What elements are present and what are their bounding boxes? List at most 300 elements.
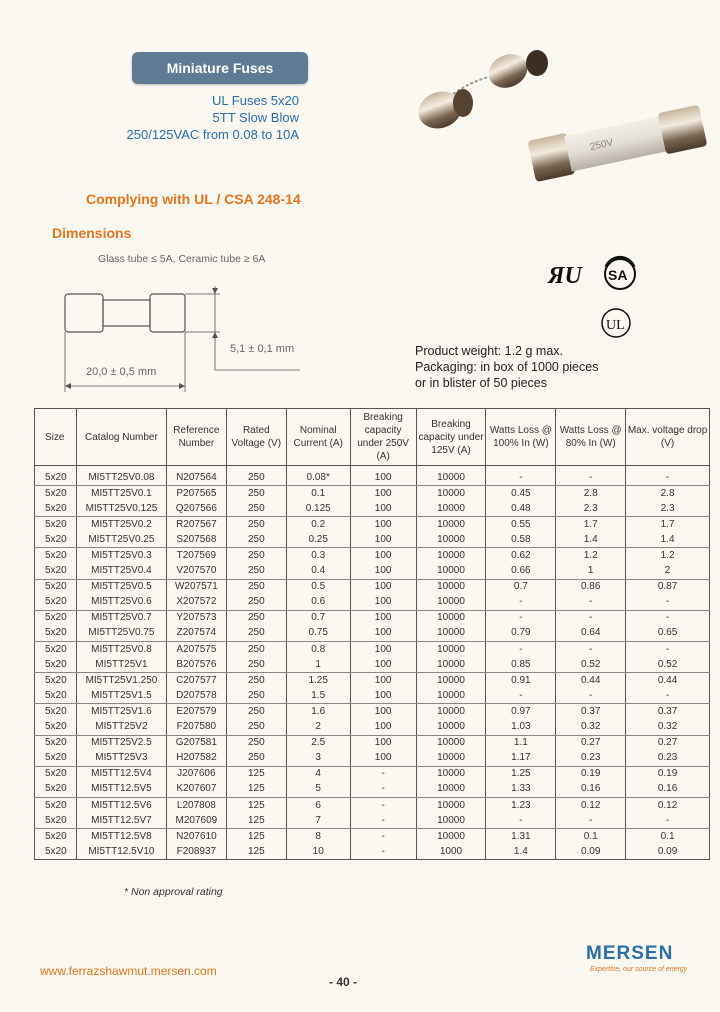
table-cell: 10000 <box>416 517 486 533</box>
table-cell: MI5TT25V1.6 <box>76 704 166 720</box>
table-cell: MI5TT25V3 <box>76 751 166 767</box>
table-cell: 100 <box>350 657 416 673</box>
table-cell: 1.33 <box>486 782 556 798</box>
table-cell: 0.64 <box>556 626 626 642</box>
table-cell: 100 <box>350 564 416 580</box>
table-cell: 10000 <box>416 829 486 845</box>
table-cell: 1.4 <box>626 532 710 548</box>
table-cell: 250 <box>226 688 286 704</box>
table-row <box>35 657 710 673</box>
table-cell: 5x20 <box>35 844 77 860</box>
table-cell: 250 <box>226 657 286 673</box>
table-cell: 100 <box>350 501 416 517</box>
table-cell: - <box>556 610 626 626</box>
table-row <box>35 813 710 829</box>
table-cell: 10000 <box>416 564 486 580</box>
svg-text:ЯU: ЯU <box>548 263 582 289</box>
table-cell: 0.86 <box>556 579 626 595</box>
table-cell: - <box>626 466 710 486</box>
table-cell: 0.09 <box>626 844 710 860</box>
table-cell: - <box>556 688 626 704</box>
table-row <box>35 610 710 626</box>
diameter-dimension-label: 5,1 ± 0,1 mm <box>230 343 295 355</box>
svg-text:SA: SA <box>608 267 628 283</box>
table-cell: 250 <box>226 501 286 517</box>
table-row <box>35 466 710 486</box>
table-cell: 10000 <box>416 813 486 829</box>
table-cell: 5x20 <box>35 704 77 720</box>
table-cell: 5x20 <box>35 548 77 564</box>
table-cell: K207607 <box>166 782 226 798</box>
table-cell: 10000 <box>416 548 486 564</box>
table-cell: 2.3 <box>556 501 626 517</box>
table-cell: 10000 <box>416 610 486 626</box>
table-cell: 100 <box>350 673 416 689</box>
table-cell: 125 <box>226 782 286 798</box>
table-cell: MI5TT25V0.3 <box>76 548 166 564</box>
col-header: Catalog Number <box>76 409 166 466</box>
svg-text:250V: 250V <box>589 137 615 154</box>
dimensions-heading: Dimensions <box>52 225 132 241</box>
table-cell: 3 <box>286 751 350 767</box>
table-cell: 250 <box>226 735 286 751</box>
table-cell: 10000 <box>416 657 486 673</box>
table-cell: 0.25 <box>286 532 350 548</box>
mersen-logo: MERSEN <box>586 943 674 964</box>
table-cell: C207577 <box>166 673 226 689</box>
table-cell: MI5TT25V0.7 <box>76 610 166 626</box>
col-header: Max. voltage drop (V) <box>626 409 710 466</box>
table-cell: 250 <box>226 486 286 502</box>
table-cell: MI5TT25V1 <box>76 657 166 673</box>
table-cell: 0.2 <box>286 517 350 533</box>
table-cell: 1.6 <box>286 704 350 720</box>
table-cell: 5x20 <box>35 517 77 533</box>
table-cell: MI5TT25V0.08 <box>76 466 166 486</box>
table-cell: G207581 <box>166 735 226 751</box>
col-header: Nominal Current (A) <box>286 409 350 466</box>
footer-website-link[interactable]: www.ferrazshawmut.mersen.com <box>40 964 217 978</box>
table-cell: 0.5 <box>286 579 350 595</box>
table-cell: 0.09 <box>556 844 626 860</box>
table-cell: 5x20 <box>35 501 77 517</box>
table-cell: MI5TT25V0.8 <box>76 642 166 658</box>
table-cell: 10000 <box>416 704 486 720</box>
table-cell: 5x20 <box>35 782 77 798</box>
table-cell: 1.23 <box>486 797 556 813</box>
table-cell: 250 <box>226 564 286 580</box>
fuse-product-photo <box>405 35 720 185</box>
table-cell: 100 <box>350 735 416 751</box>
table-cell: 5x20 <box>35 532 77 548</box>
ur-recognized-icon <box>547 263 584 289</box>
col-header: Watts Loss @ 100% In (W) <box>486 409 556 466</box>
table-cell: 5x20 <box>35 564 77 580</box>
table-cell: W207571 <box>166 579 226 595</box>
table-cell: 0.58 <box>486 532 556 548</box>
length-dimension-label: 20,0 ± 0,5 mm <box>86 366 157 378</box>
table-cell: MI5TT25V0.6 <box>76 595 166 611</box>
table-cell: 0.37 <box>556 704 626 720</box>
table-cell: P207565 <box>166 486 226 502</box>
table-cell: 0.8 <box>286 642 350 658</box>
table-cell: 0.1 <box>556 829 626 845</box>
table-cell: 2.8 <box>626 486 710 502</box>
table-row <box>35 548 710 564</box>
table-cell: 10000 <box>416 782 486 798</box>
table-cell: 250 <box>226 466 286 486</box>
table-cell: 0.3 <box>286 548 350 564</box>
table-cell: R207567 <box>166 517 226 533</box>
table-cell: 0.27 <box>626 735 710 751</box>
table-cell: 100 <box>350 579 416 595</box>
table-cell: 250 <box>226 704 286 720</box>
table-cell: 1.4 <box>556 532 626 548</box>
table-cell: 1.7 <box>626 517 710 533</box>
table-cell: 1.25 <box>486 766 556 782</box>
table-cell: 0.65 <box>626 626 710 642</box>
table-cell: 10000 <box>416 626 486 642</box>
table-cell: - <box>626 688 710 704</box>
table-cell: 5x20 <box>35 751 77 767</box>
col-header: Breaking capacity under 250V (A) <box>350 409 416 466</box>
subtitle-line-3: 250/125VAC from 0.08 to 10A <box>126 127 299 142</box>
table-cell: 1.17 <box>486 751 556 767</box>
table-row <box>35 751 710 767</box>
table-cell: 0.19 <box>626 766 710 782</box>
table-cell: MI5TT25V1.5 <box>76 688 166 704</box>
table-cell: 125 <box>226 797 286 813</box>
table-cell: 1.2 <box>626 548 710 564</box>
table-row <box>35 517 710 533</box>
table-cell: 1.4 <box>486 844 556 860</box>
table-cell: 1.1 <box>486 735 556 751</box>
col-header: Reference Number <box>166 409 226 466</box>
table-cell: 0.12 <box>556 797 626 813</box>
table-cell: - <box>486 813 556 829</box>
table-cell: 10000 <box>416 579 486 595</box>
table-cell: 1.5 <box>286 688 350 704</box>
table-cell: 10000 <box>416 673 486 689</box>
table-cell: - <box>556 595 626 611</box>
section-badge: Miniature Fuses <box>132 52 308 84</box>
table-cell: 0.16 <box>556 782 626 798</box>
table-cell: 0.62 <box>486 548 556 564</box>
ul-listed-icon <box>602 309 630 337</box>
table-row <box>35 720 710 736</box>
table-cell: MI5TT25V0.2 <box>76 517 166 533</box>
table-cell: E207579 <box>166 704 226 720</box>
table-cell: S207568 <box>166 532 226 548</box>
table-cell: F207580 <box>166 720 226 736</box>
table-cell: - <box>486 688 556 704</box>
table-cell: 100 <box>350 532 416 548</box>
table-cell: N207610 <box>166 829 226 845</box>
table-cell: 0.44 <box>626 673 710 689</box>
table-row <box>35 704 710 720</box>
fuse-spec-table <box>34 408 710 860</box>
table-cell: 0.66 <box>486 564 556 580</box>
table-cell: 0.16 <box>626 782 710 798</box>
table-cell: 5x20 <box>35 486 77 502</box>
table-row <box>35 579 710 595</box>
table-cell: 0.32 <box>626 720 710 736</box>
table-cell: - <box>350 829 416 845</box>
table-row <box>35 797 710 813</box>
certification-logos <box>540 255 650 345</box>
table-row <box>35 844 710 860</box>
table-cell: 0.97 <box>486 704 556 720</box>
table-cell: 250 <box>226 579 286 595</box>
table-cell: 0.1 <box>286 486 350 502</box>
table-cell: MI5TT25V0.5 <box>76 579 166 595</box>
table-cell: 250 <box>226 548 286 564</box>
table-cell: MI5TT25V2 <box>76 720 166 736</box>
table-cell: 250 <box>226 642 286 658</box>
table-cell: 10000 <box>416 720 486 736</box>
table-cell: MI5TT12.5V7 <box>76 813 166 829</box>
table-cell: - <box>626 813 710 829</box>
table-cell: 5x20 <box>35 673 77 689</box>
table-cell: 0.7 <box>286 610 350 626</box>
table-cell: 1.7 <box>556 517 626 533</box>
table-cell: 0.79 <box>486 626 556 642</box>
table-cell: - <box>350 766 416 782</box>
table-cell: 250 <box>226 595 286 611</box>
table-cell: - <box>626 642 710 658</box>
table-row <box>35 486 710 502</box>
table-cell: 10000 <box>416 797 486 813</box>
table-cell: 10000 <box>416 595 486 611</box>
table-cell: 5x20 <box>35 829 77 845</box>
product-weight: Product weight: 1.2 g max. <box>415 344 563 358</box>
table-cell: 250 <box>226 517 286 533</box>
table-cell: 5x20 <box>35 579 77 595</box>
table-row <box>35 642 710 658</box>
table-cell: 0.44 <box>556 673 626 689</box>
table-cell: 5x20 <box>35 688 77 704</box>
table-cell: 1000 <box>416 844 486 860</box>
table-cell: A207575 <box>166 642 226 658</box>
table-cell: 2.5 <box>286 735 350 751</box>
table-header-row <box>35 409 710 466</box>
table-cell: 125 <box>226 766 286 782</box>
table-cell: 10000 <box>416 642 486 658</box>
table-cell: 0.7 <box>486 579 556 595</box>
table-cell: N207564 <box>166 466 226 486</box>
table-cell: 2.3 <box>626 501 710 517</box>
table-cell: 2 <box>626 564 710 580</box>
table-cell: 0.55 <box>486 517 556 533</box>
table-cell: F208937 <box>166 844 226 860</box>
table-cell: - <box>486 642 556 658</box>
table-cell: 6 <box>286 797 350 813</box>
table-cell: 125 <box>226 829 286 845</box>
table-cell: MI5TT12.5V4 <box>76 766 166 782</box>
table-cell: 250 <box>226 532 286 548</box>
table-cell: 0.75 <box>286 626 350 642</box>
table-row <box>35 735 710 751</box>
table-cell: 100 <box>350 595 416 611</box>
table-cell: 100 <box>350 642 416 658</box>
mersen-tagline: Expertise, our source of energy <box>590 966 688 973</box>
table-cell: 0.37 <box>626 704 710 720</box>
col-header: Size <box>35 409 77 466</box>
table-cell: MI5TT25V2.5 <box>76 735 166 751</box>
table-cell: 10000 <box>416 751 486 767</box>
table-cell: MI5TT25V0.75 <box>76 626 166 642</box>
table-cell: 0.27 <box>556 735 626 751</box>
col-header: Rated Voltage (V) <box>226 409 286 466</box>
table-cell: 0.52 <box>556 657 626 673</box>
table-cell: - <box>556 466 626 486</box>
table-cell: - <box>486 610 556 626</box>
table-cell: B207576 <box>166 657 226 673</box>
table-cell: J207606 <box>166 766 226 782</box>
table-cell: 5x20 <box>35 813 77 829</box>
fuse-caps-with-wire <box>413 48 548 134</box>
table-cell: 125 <box>226 844 286 860</box>
table-cell: 100 <box>350 610 416 626</box>
packaging-box: Packaging: in box of 1000 pieces <box>415 360 599 374</box>
table-cell: 5x20 <box>35 735 77 751</box>
page-number: - 40 - <box>329 975 358 989</box>
table-cell: MI5TT25V0.4 <box>76 564 166 580</box>
table-row <box>35 626 710 642</box>
table-cell: 4 <box>286 766 350 782</box>
table-cell: 0.52 <box>626 657 710 673</box>
table-cell: 10000 <box>416 688 486 704</box>
table-row <box>35 532 710 548</box>
table-cell: 0.87 <box>626 579 710 595</box>
table-row <box>35 688 710 704</box>
table-cell: 10000 <box>416 735 486 751</box>
col-header: Watts Loss @ 80% In (W) <box>556 409 626 466</box>
table-cell: MI5TT25V0.1 <box>76 486 166 502</box>
table-cell: 100 <box>350 626 416 642</box>
table-cell: 0.6 <box>286 595 350 611</box>
table-cell: D207578 <box>166 688 226 704</box>
table-cell: Y207573 <box>166 610 226 626</box>
table-cell: MI5TT12.5V6 <box>76 797 166 813</box>
table-cell: 5x20 <box>35 610 77 626</box>
table-cell: 0.23 <box>556 751 626 767</box>
subtitle-line-1: UL Fuses 5x20 <box>212 93 299 108</box>
table-cell: 0.12 <box>626 797 710 813</box>
table-row <box>35 673 710 689</box>
table-cell: 0.45 <box>486 486 556 502</box>
table-cell: 5x20 <box>35 657 77 673</box>
table-cell: - <box>556 642 626 658</box>
table-cell: 100 <box>350 720 416 736</box>
table-cell: - <box>626 610 710 626</box>
table-cell: 2.8 <box>556 486 626 502</box>
table-cell: MI5TT12.5V8 <box>76 829 166 845</box>
table-cell: 10000 <box>416 532 486 548</box>
table-cell: 0.19 <box>556 766 626 782</box>
packaging-blister: or in blister of 50 pieces <box>415 376 548 390</box>
table-cell: 5x20 <box>35 766 77 782</box>
table-row <box>35 564 710 580</box>
table-cell: X207572 <box>166 595 226 611</box>
table-cell: 100 <box>350 688 416 704</box>
table-cell: 100 <box>350 517 416 533</box>
table-cell: Q207566 <box>166 501 226 517</box>
ceramic-fuse <box>527 105 707 182</box>
table-cell: T207569 <box>166 548 226 564</box>
table-cell: - <box>350 813 416 829</box>
table-cell: 0.23 <box>626 751 710 767</box>
table-cell: 5x20 <box>35 595 77 611</box>
table-cell: L207808 <box>166 797 226 813</box>
table-cell: 0.91 <box>486 673 556 689</box>
table-cell: 100 <box>350 466 416 486</box>
table-cell: 5 <box>286 782 350 798</box>
table-row <box>35 595 710 611</box>
table-cell: V207570 <box>166 564 226 580</box>
table-cell: MI5TT12.5V10 <box>76 844 166 860</box>
table-cell: MI5TT25V1.250 <box>76 673 166 689</box>
col-header: Breaking capacity under 125V (A) <box>416 409 486 466</box>
product-info <box>415 343 598 391</box>
table-cell: 250 <box>226 673 286 689</box>
table-cell: MI5TT25V0.25 <box>76 532 166 548</box>
subtitle-line-2: 5TT Slow Blow <box>212 110 299 125</box>
table-cell: - <box>350 844 416 860</box>
table-cell: 250 <box>226 610 286 626</box>
table-cell: 100 <box>350 751 416 767</box>
table-cell: - <box>626 595 710 611</box>
table-cell: 1.2 <box>556 548 626 564</box>
table-cell: H207582 <box>166 751 226 767</box>
table-cell: 1 <box>286 657 350 673</box>
table-cell: 10000 <box>416 766 486 782</box>
table-cell: - <box>486 595 556 611</box>
svg-text:UL: UL <box>606 318 625 333</box>
table-cell: - <box>350 782 416 798</box>
table-cell: 10000 <box>416 486 486 502</box>
table-cell: M207609 <box>166 813 226 829</box>
tube-material-note: Glass tube ≤ 5A, Ceramic tube ≥ 6A <box>98 253 266 265</box>
table-cell: 250 <box>226 626 286 642</box>
table-cell: 5x20 <box>35 642 77 658</box>
table-cell: 10000 <box>416 501 486 517</box>
table-cell: 7 <box>286 813 350 829</box>
table-cell: - <box>486 466 556 486</box>
table-cell: 0.4 <box>286 564 350 580</box>
table-cell: 5x20 <box>35 797 77 813</box>
table-cell: 1.03 <box>486 720 556 736</box>
table-cell: 100 <box>350 704 416 720</box>
table-cell: 0.08* <box>286 466 350 486</box>
table-row <box>35 782 710 798</box>
table-cell: 2 <box>286 720 350 736</box>
table-cell: 0.1 <box>626 829 710 845</box>
footnote: * Non approval rating <box>124 886 223 898</box>
table-cell: 0.125 <box>286 501 350 517</box>
table-row <box>35 501 710 517</box>
table-cell: 100 <box>350 548 416 564</box>
table-cell: 0.85 <box>486 657 556 673</box>
table-cell: 5x20 <box>35 466 77 486</box>
table-cell: 1 <box>556 564 626 580</box>
table-cell: 1.31 <box>486 829 556 845</box>
table-cell: 100 <box>350 486 416 502</box>
table-cell: Z207574 <box>166 626 226 642</box>
table-cell: 8 <box>286 829 350 845</box>
table-cell: 250 <box>226 751 286 767</box>
table-cell: 0.48 <box>486 501 556 517</box>
